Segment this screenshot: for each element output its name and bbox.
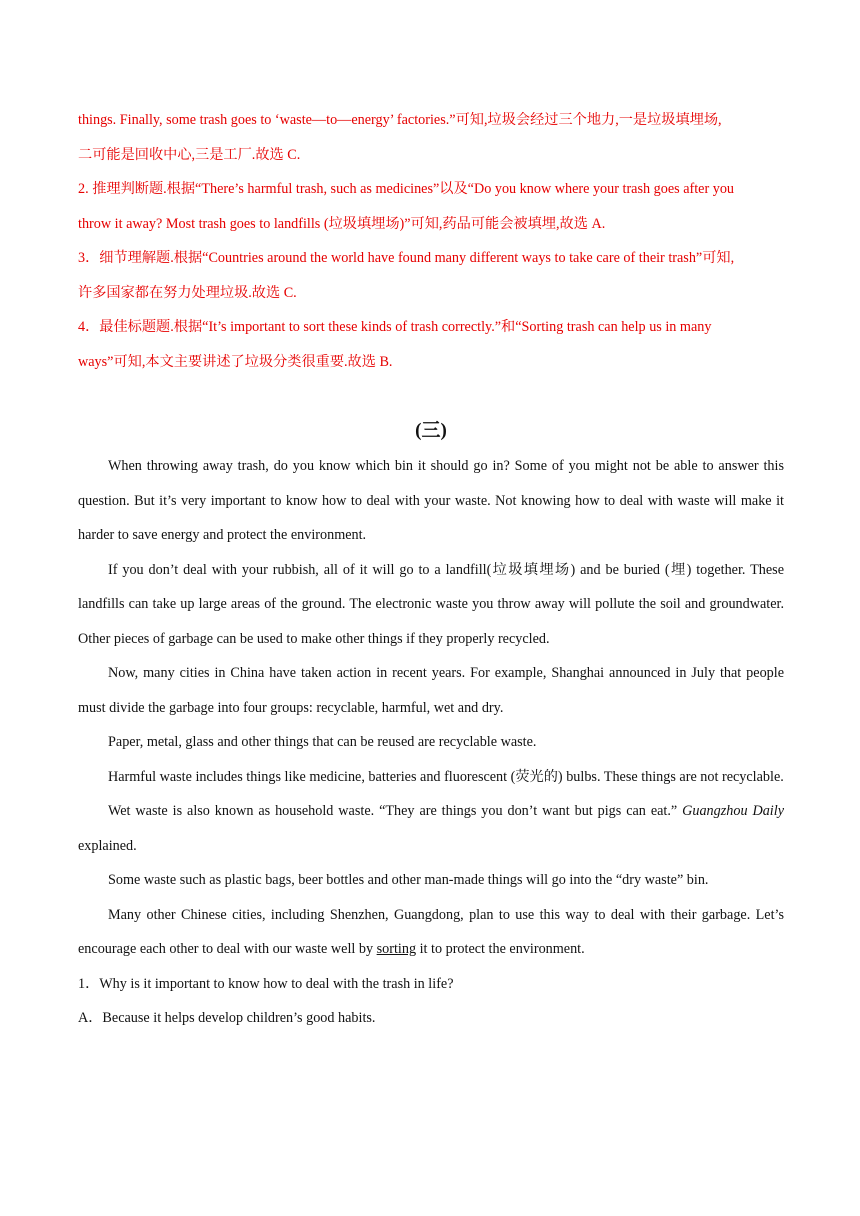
passage-paragraph-7: Some waste such as plastic bags, beer bottles and other man-made things will go into the “dry waste” bin. xyxy=(108,872,709,888)
newspaper-name: Guangzhou Daily xyxy=(682,803,784,819)
question-1 xyxy=(78,967,784,1036)
paragraph-6-text: Wet waste is also known as household waste. “They are things you don’t want but pigs can eat.” xyxy=(108,803,683,819)
question-1-stem: 1．Why is it important to know how to deal with the trash in life? xyxy=(78,975,454,992)
passage-paragraph-6 xyxy=(78,794,784,863)
answer-3-line-2: 许多国家都在努力处理垃圾.故选 C. xyxy=(78,284,297,301)
passage-paragraph-3: Now, many cities in China have taken action in recent years. For example, Shanghai announced in July that people must divide the garbage into four groups: recyclable, harmful, wet and dry. xyxy=(78,665,784,716)
paragraph-8-text: Many other Chinese cities, including Shenzhen, Guangdong, plan to use this way to deal with their garbage. Let’s encourage each other to deal with our waste well by xyxy=(78,906,784,957)
answer-1-line-2: 二可能是回收中心,三是工厂.故选 C. xyxy=(78,146,301,163)
answer-explanations xyxy=(78,103,784,379)
answer-2-line-2: throw it away? Most trash goes to landfills (垃圾填埋场)”可知,药品可能会被填埋,故选 A. xyxy=(78,215,606,232)
question-1-option-a: A．Because it helps develop children’s good habits. xyxy=(78,1010,376,1026)
passage-paragraph-1: When throwing away trash, do you know which bin it should go in? Some of you might not be able to answer this question. But it’s very important to know how to deal with your waste. Not knowing how to deal with waste will make it harder to save energy and protect the environment. xyxy=(78,458,784,543)
answer-1-line-1: things. Finally, some trash goes to ‘waste—to—energy’ factories.”可知,垃圾会经过三个地力,一是垃圾填埋场, xyxy=(78,112,722,128)
answer-4-explanation xyxy=(78,310,784,379)
passage-paragraph-2: If you don’t deal with your rubbish, all of it will go to a landfill(垃圾填埋场) and be buried (埋) together. These landfills can take up large areas of the ground. The electronic waste you throw away will pollute the soil and groundwater. Other pieces of garbage can be used to make other things if they properly recycled. xyxy=(78,561,784,647)
answer-4-line-1: 4．最佳标题题.根据“It’s important to sort these kinds of trash correctly.”和“Sorting trash can help us in many xyxy=(78,319,712,335)
underlined-word: sorting xyxy=(376,941,417,957)
answer-3-line-1: 3．细节理解题.根据“Countries around the world have found many different ways to take care of their trash”可知, xyxy=(78,250,735,266)
answer-2-explanation xyxy=(78,172,784,241)
passage-paragraph-8 xyxy=(78,898,784,967)
paragraph-8-ending: it to protect the environment. xyxy=(416,941,585,957)
document-body xyxy=(78,103,784,1036)
reading-passage xyxy=(78,449,784,967)
answer-4-line-2: ways”可知,本文主要讲述了垃圾分类很重要.故选 B. xyxy=(78,353,393,370)
passage-paragraph-4: Paper, metal, glass and other things that can be reused are recyclable waste. xyxy=(108,734,537,750)
section-title: (三) xyxy=(415,420,447,441)
paragraph-6-ending: explained. xyxy=(78,837,137,854)
passage-paragraph-5: Harmful waste includes things like medicine, batteries and fluorescent (荧光的) bulbs. These things are not recyclable. xyxy=(108,768,784,785)
answer-1-explanation xyxy=(78,103,784,172)
answer-2-line-1: 2. 推理判断题.根据“There’s harmful trash, such as medicines”以及“Do you know where your trash goes after you xyxy=(78,181,735,197)
answer-3-explanation xyxy=(78,241,784,310)
